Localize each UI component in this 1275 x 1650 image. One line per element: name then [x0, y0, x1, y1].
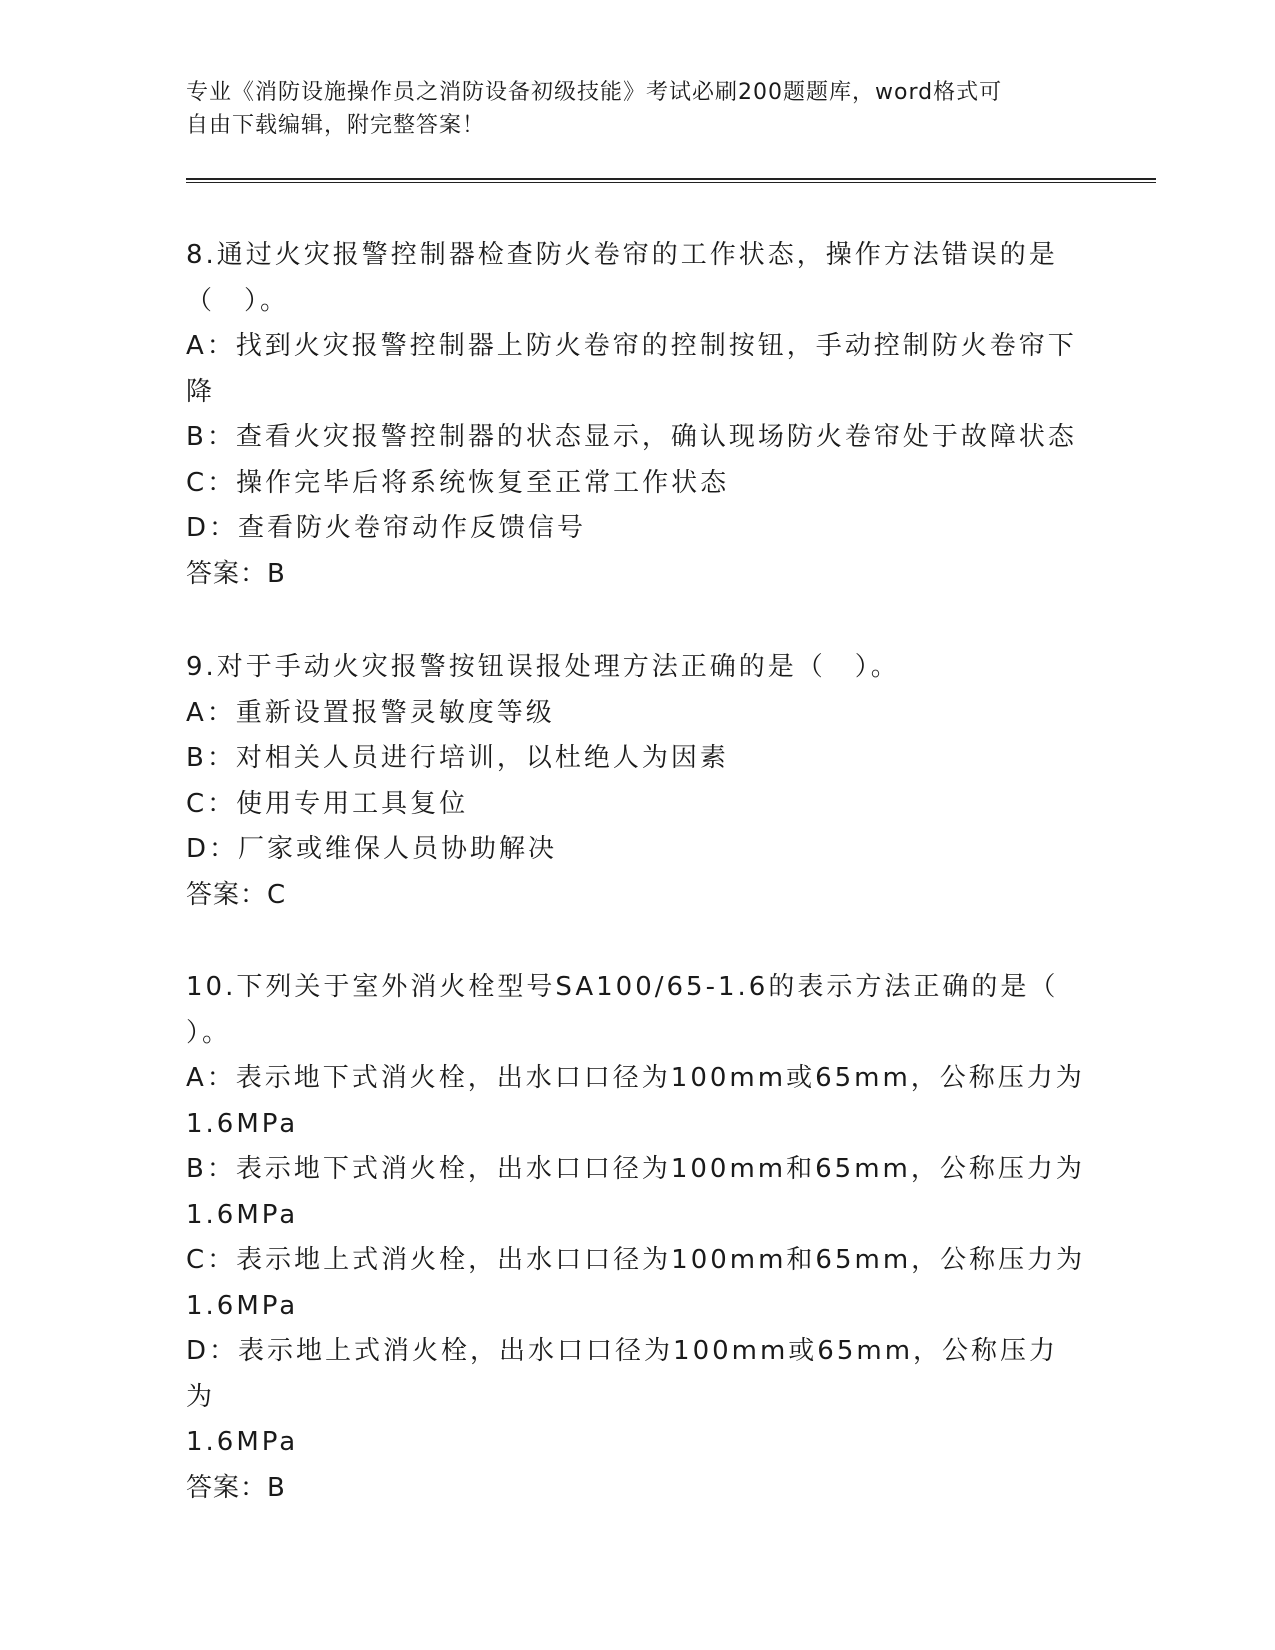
- header-line-1: 专业《消防设施操作员之消防设备初级技能》考试必刷200题题库，word格式可: [186, 80, 1003, 105]
- option-b: B：查看火灾报警控制器的状态显示，确认现场防火卷帘处于故障状态: [186, 422, 1077, 452]
- option-c: C：使用专用工具复位: [186, 788, 469, 819]
- option-c: C：操作完毕后将系统恢复至正常工作状态: [186, 467, 730, 498]
- option-b: B：对相关人员进行培训，以杜绝人为因素: [186, 743, 729, 773]
- question-stem: 10.下列关于室外消火栓型号SA100/65-1.6的表示方法正确的是（: [186, 972, 1059, 1002]
- option-d: D：表示地上式消火栓，出水口口径为100mm或65mm，公称压力为: [186, 1336, 1059, 1412]
- header-divider: [186, 178, 1156, 183]
- question-stem: 9.对于手动火灾报警按钮误报处理方法正确的是（ ）。: [186, 652, 900, 682]
- option-d-continued: 1.6MPa: [186, 1427, 299, 1457]
- answer: [186, 873, 1086, 919]
- option-c: C：表示地上式消火栓，出水口口径为100mm和65mm，公称压力为: [186, 1245, 1086, 1275]
- document-header: [186, 76, 1066, 142]
- answer-value: B: [267, 1472, 286, 1503]
- option-a: A：找到火灾报警控制器上防火卷帘的控制按钮，手动控制防火卷帘下: [186, 331, 1077, 361]
- answer: [186, 552, 1086, 598]
- answer-value: B: [267, 558, 286, 589]
- answer-label: 答案：: [186, 558, 268, 589]
- question-10: [186, 965, 1086, 1511]
- answer: [186, 1466, 1086, 1512]
- option-a: A：重新设置报警灵敏度等级: [186, 697, 555, 728]
- answer-value: C: [267, 879, 287, 910]
- option-d: D：查看防火卷帘动作反馈信号: [186, 513, 587, 543]
- answer-label: 答案：: [186, 1472, 268, 1503]
- question-stem: 8.通过火灾报警控制器检查防火卷帘的工作状态，操作方法错误的是: [186, 240, 1058, 270]
- option-b: B：表示地下式消火栓，出水口口径为100mm和65mm，公称压力为: [186, 1154, 1085, 1184]
- header-line-2: 自由下载编辑，附完整答案！: [186, 113, 486, 138]
- option-d: D：厂家或维保人员协助解决: [186, 834, 558, 864]
- answer-label: 答案：: [186, 879, 268, 910]
- option-a: A：表示地下式消火栓，出水口口径为100mm或65mm，公称压力为: [186, 1063, 1085, 1093]
- question-8: [186, 233, 1086, 597]
- document-page: [186, 0, 1156, 1650]
- question-9: [186, 645, 1086, 918]
- question-stem-continued: （ ）。: [186, 285, 290, 316]
- option-c-continued: 1.6MPa: [186, 1290, 299, 1321]
- option-a-continued: 降: [186, 376, 216, 407]
- question-stem-continued: ）。: [186, 1017, 232, 1048]
- option-b-continued: 1.6MPa: [186, 1199, 299, 1230]
- option-a-continued: 1.6MPa: [186, 1108, 299, 1139]
